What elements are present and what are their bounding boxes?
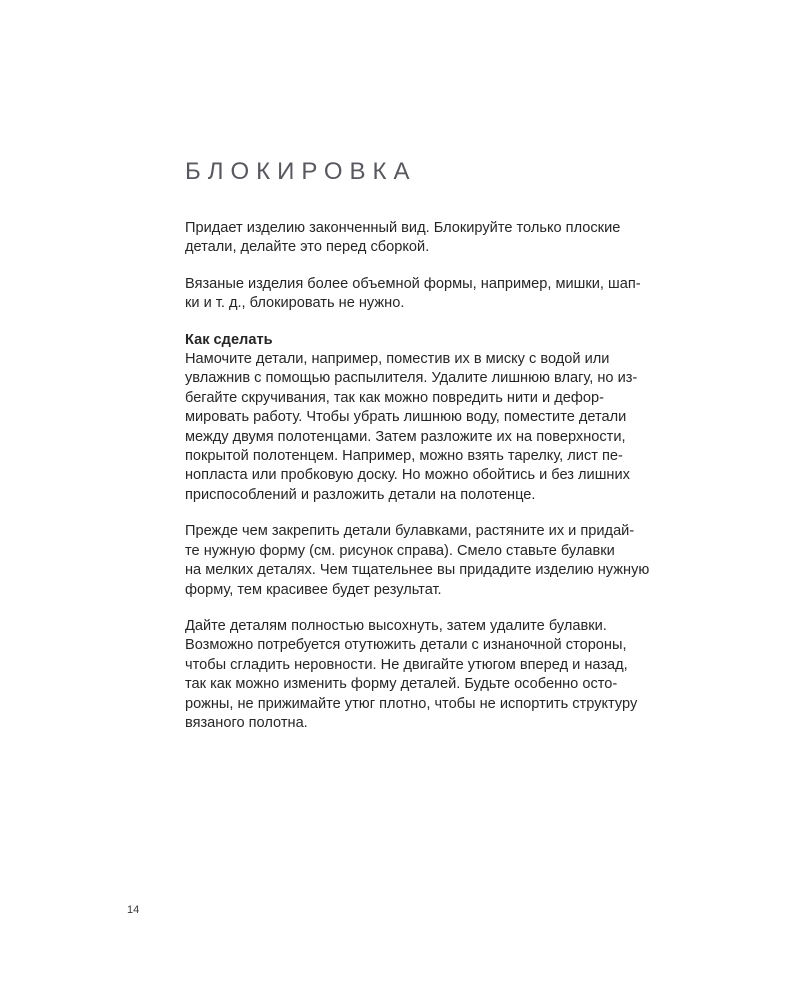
text-line: нопласта или пробковую доску. Но можно обойтись и без лишних: [185, 467, 630, 484]
body-text: [185, 219, 655, 750]
text-line: Дайте деталям полностью высохнуть, затем удалите булавки.: [185, 617, 607, 634]
text-line: Вязаные изделия более объемной формы, например, мишки, шап-: [185, 275, 641, 292]
text-line: покрытой полотенцем. Например, можно взять тарелку, лист пе-: [185, 448, 623, 465]
text-line: Намочите детали, например, поместив их в миску с водой или: [185, 351, 610, 368]
text-line: бегайте скручивания, так как можно повредить нити и дефор-: [185, 389, 604, 406]
text-line: Возможно потребуется отутюжить детали с изнаночной стороны,: [185, 637, 627, 654]
text-line: между двумя полотенцами. Затем разложите их на поверхности,: [185, 428, 626, 445]
paragraph-intro-1: [185, 219, 655, 258]
text-line: так как можно изменить форму деталей. Будьте особенно осто-: [185, 676, 618, 693]
paragraph-howto-1: [185, 350, 655, 505]
section-subheading: Как сделать: [185, 331, 273, 348]
paragraph-howto-3: [185, 617, 655, 733]
text-line: Придает изделию законченный вид. Блокируйте только плоские: [185, 220, 621, 236]
text-line: Прежде чем закрепить детали булавками, растяните их и придай-: [185, 523, 635, 540]
page-number: 14: [127, 904, 140, 916]
text-line: мировать работу. Чтобы убрать лишнюю воду, поместите детали: [185, 409, 627, 426]
text-line: детали, делайте это перед сборкой.: [185, 239, 430, 256]
text-line: ки и т. д., блокировать не нужно.: [185, 295, 405, 312]
text-line: увлажнив с помощью распылителя. Удалите лишнюю влагу, но из-: [185, 370, 638, 387]
text-line: приспособлений и разложить детали на полотенце.: [185, 486, 536, 503]
paragraph-howto-2: [185, 522, 655, 600]
text-line: те нужную форму (см. рисунок справа). Смело ставьте булавки: [185, 542, 615, 559]
paragraph-intro-2: [185, 275, 655, 314]
text-line: чтобы сгладить неровности. Не двигайте утюгом вперед и назад,: [185, 656, 628, 673]
text-line: на мелких деталях. Чем тщательнее вы придадите изделию нужную: [185, 562, 650, 579]
text-line: форму, тем красивее будет результат.: [185, 581, 442, 598]
page-title: БЛОКИРОВКА: [185, 158, 417, 185]
text-line: вязаного полотна.: [185, 714, 308, 731]
text-line: рожны, не прижимайте утюг плотно, чтобы не испортить структуру: [185, 695, 638, 712]
